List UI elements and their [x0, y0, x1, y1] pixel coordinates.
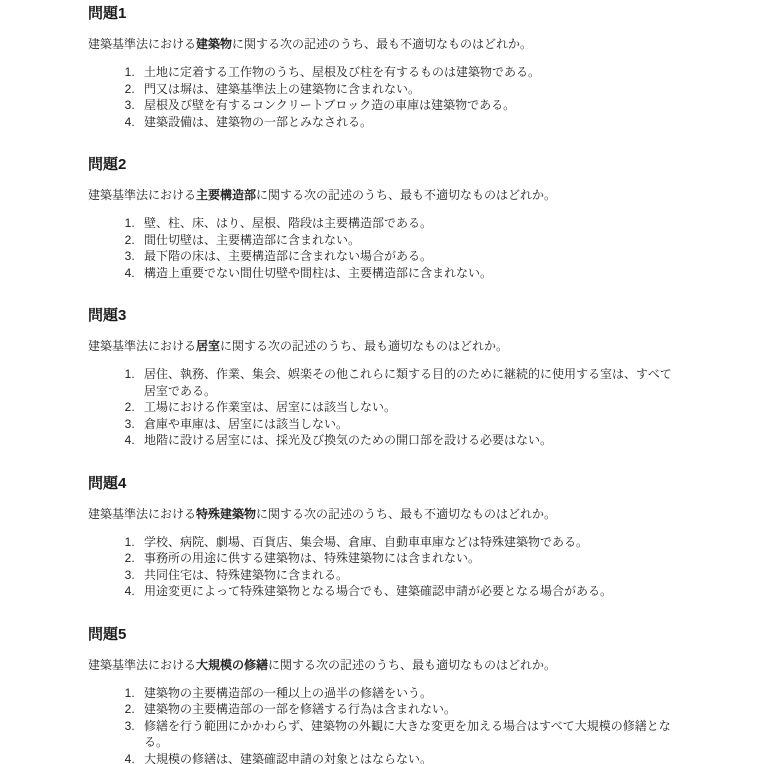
- option-item: 1. 壁、柱、床、はり、屋根、階段は主要構造部である。: [138, 215, 678, 232]
- question-intro: [88, 657, 678, 673]
- intro-term: 主要構造部: [196, 188, 257, 202]
- intro-term: 大規模の修繕: [196, 657, 269, 672]
- option-item: 4. 地階に設ける居室には、採光及び換気のための開口部を設ける必要はない。: [138, 432, 678, 449]
- intro-prefix: 建築基準法における: [88, 339, 197, 353]
- question-block-1: [88, 4, 678, 130]
- intro-term: 特殊建築物: [196, 506, 257, 521]
- option-item: 2. 門又は塀は、建築基準法上の建築物に含まれない。: [138, 81, 678, 98]
- intro-suffix: に関する次の記述のうち、最も不適切なものはどれか。: [232, 37, 533, 51]
- question-intro: [88, 338, 678, 354]
- options-list: [88, 64, 678, 130]
- option-item: 2. 事務所の用途に供する建築物は、特殊建築物には含まれない。: [138, 550, 678, 567]
- question-heading: 問題2: [88, 156, 127, 173]
- option-item: 1. 学校、病院、劇場、百貨店、集会場、倉庫、自動車車庫などは特殊建築物である。: [138, 534, 678, 551]
- option-item: 2. 工場における作業室は、居室には該当しない。: [138, 399, 678, 416]
- question-intro: [88, 506, 678, 522]
- options-list: [88, 215, 678, 281]
- question-block-2: [88, 155, 678, 281]
- question-intro: [88, 36, 678, 52]
- question-block-5: [88, 625, 678, 764]
- option-item: 3. 倉庫や車庫は、居室には該当しない。: [138, 416, 678, 433]
- intro-suffix: に関する次の記述のうち、最も不適切なものはどれか。: [256, 506, 557, 521]
- intro-prefix: 建築基準法における: [88, 188, 197, 202]
- question-heading: 問題5: [88, 625, 127, 643]
- option-item: 4. 建築設備は、建築物の一部とみなされる。: [138, 114, 678, 131]
- option-item: 3. 共同住宅は、特殊建築物に含まれる。: [138, 567, 678, 584]
- intro-suffix: に関する次の記述のうち、最も適切なものはどれか。: [220, 339, 509, 353]
- intro-suffix: に関する次の記述のうち、最も不適切なものはどれか。: [256, 188, 557, 202]
- option-item: 3. 修繕を行う範囲にかかわらず、建築物の外観に大きな変更を加える場合はすべて大規模の修繕となる。: [138, 718, 678, 751]
- question-heading: 問題3: [88, 307, 127, 324]
- option-item: 1. 土地に定着する工作物のうち、屋根及び柱を有するものは建築物である。: [138, 64, 678, 81]
- option-item: 3. 屋根及び壁を有するコンクリートブロック造の車庫は建築物である。: [138, 97, 678, 114]
- intro-prefix: 建築基準法における: [88, 657, 197, 672]
- option-item: 2. 建築物の主要構造部の一部を修繕する行為は含まれない。: [138, 701, 678, 718]
- option-item: 2. 間仕切壁は、主要構造部に含まれない。: [138, 232, 678, 249]
- option-item: 4. 大規模の修繕は、建築確認申請の対象とはならない。: [138, 751, 678, 764]
- option-item: 4. 構造上重要でない間仕切壁や間柱は、主要構造部に含まれない。: [138, 265, 678, 282]
- question-block-3: [88, 306, 678, 449]
- question-block-4: [88, 474, 678, 600]
- intro-suffix: に関する次の記述のうち、最も適切なものはどれか。: [268, 657, 557, 672]
- option-item: 4. 用途変更によって特殊建築物となる場合でも、建築確認申請が必要となる場合がある。: [138, 583, 678, 600]
- intro-term: 居室: [196, 339, 221, 353]
- options-list: [88, 685, 678, 764]
- intro-term: 建築物: [196, 37, 233, 51]
- intro-prefix: 建築基準法における: [88, 506, 197, 521]
- question-heading: 問題4: [88, 474, 127, 492]
- question-heading: 問題1: [88, 5, 127, 22]
- option-item: 1. 建築物の主要構造部の一種以上の過半の修繕をいう。: [138, 685, 678, 702]
- options-list: [88, 534, 678, 600]
- option-item: 1. 居住、執務、作業、集会、娯楽その他これらに類する目的のために継続的に使用する室は、すべて居室である。: [138, 366, 678, 399]
- option-item: 3. 最下階の床は、主要構造部に含まれない場合がある。: [138, 248, 678, 265]
- intro-prefix: 建築基準法における: [88, 37, 197, 51]
- question-intro: [88, 187, 678, 203]
- options-list: [88, 366, 678, 449]
